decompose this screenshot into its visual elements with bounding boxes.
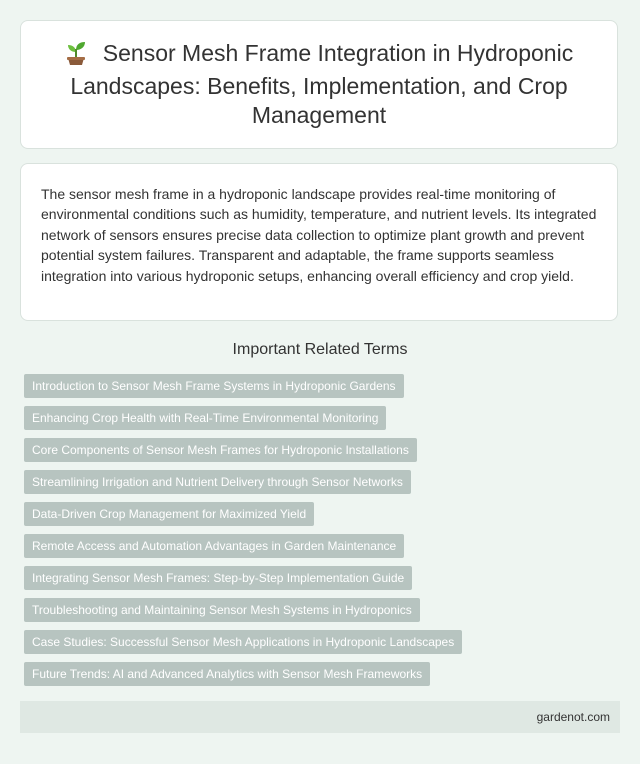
footer [20,701,620,733]
related-term-tag[interactable]: Future Trends: AI and Advanced Analytics with Sensor Mesh Frameworks [24,662,430,686]
page-title-text: Sensor Mesh Frame Integration in Hydroponic Landscapes: Benefits, Implementation, and Crop Management [70,40,574,128]
related-term-tag[interactable]: Troubleshooting and Maintaining Sensor Mesh Systems in Hydroponics [24,598,420,622]
related-term-tag[interactable]: Introduction to Sensor Mesh Frame Systems in Hydroponic Gardens [24,374,404,398]
related-terms-heading: Important Related Terms [232,341,408,358]
related-term-tag[interactable]: Data-Driven Crop Management for Maximized Yield [24,502,314,526]
summary-card [20,163,618,321]
summary-text: The sensor mesh frame in a hydroponic landscape provides real-time monitoring of environmental conditions such as humidity, temperature, and nutrient levels. Its integrated network of sensors ensures precise data collection to optimize plant growth and prevent potential system failures. Transparent and adaptable, the frame supports seamless integration into various hydroponic setups, enhancing overall efficiency and crop yield. [41,186,597,284]
related-term-tag[interactable]: Integrating Sensor Mesh Frames: Step-by-Step Implementation Guide [24,566,412,590]
related-terms-list [24,374,620,694]
sprout-icon [65,39,87,72]
footer-site-link[interactable]: gardenot.com [536,710,610,724]
related-term-tag[interactable]: Core Components of Sensor Mesh Frames for Hydroponic Installations [24,438,417,462]
page-title [47,39,591,130]
related-term-tag[interactable]: Case Studies: Successful Sensor Mesh Applications in Hydroponic Landscapes [24,630,462,654]
title-card [20,20,618,149]
related-term-tag[interactable]: Streamlining Irrigation and Nutrient Delivery through Sensor Networks [24,470,411,494]
related-term-tag[interactable]: Enhancing Crop Health with Real-Time Environmental Monitoring [24,406,386,430]
related-term-tag[interactable]: Remote Access and Automation Advantages in Garden Maintenance [24,534,404,558]
